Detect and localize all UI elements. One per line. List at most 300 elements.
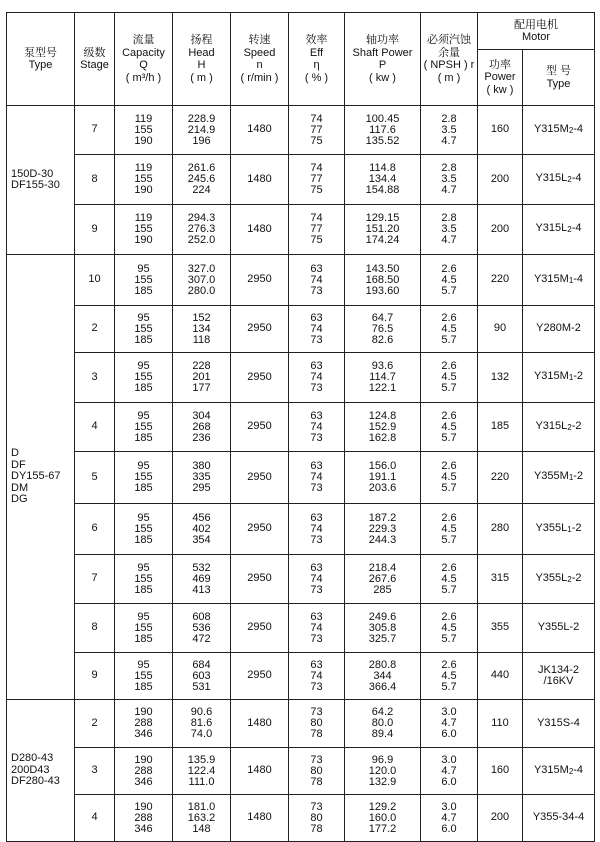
header-eff: 效率 Eff η ( % ) [289, 13, 345, 106]
npsh-cell-value: 4.7 [441, 234, 457, 246]
capacity-cell-value: 155 [134, 522, 153, 535]
npsh-cell [421, 205, 478, 255]
eff-cell-value: 73 [310, 800, 323, 813]
npsh-cell-value: 4.5 [441, 371, 457, 383]
motor-type-sub: 1 [568, 473, 574, 483]
stage-cell: 9 [75, 653, 115, 700]
shaft-power-cell-value: 193.60 [365, 284, 400, 297]
capacity-cell-value: 155 [134, 173, 153, 185]
head-cell-value: 402 [192, 522, 211, 535]
motor-type-cell [523, 452, 595, 504]
head-cell-value: 177 [192, 382, 211, 394]
npsh-cell-value: 3.0 [441, 800, 457, 813]
npsh-cell-value: 4.7 [441, 134, 457, 147]
table-row [7, 452, 595, 504]
motor-type-main: Y315M [533, 763, 569, 776]
speed-cell: 1480 [231, 795, 289, 842]
capacity-cell [115, 106, 173, 155]
shaft-power-cell-value: 229.3 [368, 522, 397, 535]
eff-cell-value: 73 [310, 333, 323, 346]
head-cell-value: 307.0 [187, 273, 216, 286]
head-cell [173, 555, 231, 604]
stage-cell: 5 [75, 452, 115, 504]
eff-cell [289, 306, 345, 353]
motor-type-suffix: -4 [571, 172, 582, 185]
shaft-power-cell-value: 89.4 [371, 728, 394, 740]
motor-type-suffix: -2 [573, 470, 584, 483]
eff-cell-value: 63 [310, 610, 323, 623]
capacity-cell-value: 185 [134, 583, 153, 596]
motor-type-cell [523, 155, 595, 205]
capacity-cell-value: 155 [134, 572, 153, 585]
head-cell-value: 148 [192, 822, 211, 835]
head-cell-value: 304 [192, 409, 211, 422]
capacity-cell [115, 555, 173, 604]
shaft-power-cell-value: 249.6 [368, 610, 397, 623]
shaft-power-cell-value: 129.15 [365, 212, 400, 224]
shaft-power-cell [345, 306, 421, 353]
shaft-power-cell-value: 134.4 [368, 173, 397, 185]
motor-power-cell: 110 [478, 700, 523, 748]
speed-cell: 1480 [231, 205, 289, 255]
motor-type-main: Y355L-2 [537, 621, 580, 634]
stage-cell: 10 [75, 255, 115, 306]
capacity-cell-value: 288 [134, 764, 153, 777]
motor-power-cell: 200 [478, 205, 523, 255]
eff-cell-value: 73 [310, 680, 323, 693]
head-cell [173, 255, 231, 306]
npsh-cell [421, 255, 478, 306]
eff-cell [289, 653, 345, 700]
head-cell-value: 122.4 [187, 764, 216, 777]
eff-cell-value: 63 [310, 311, 323, 324]
npsh-cell-value: 5.7 [441, 284, 457, 297]
capacity-cell [115, 653, 173, 700]
head-cell-value: 603 [192, 669, 211, 682]
head-cell [173, 795, 231, 842]
motor-type-cell [523, 255, 595, 306]
eff-cell-value: 74 [310, 420, 323, 433]
eff-cell-value: 63 [310, 561, 323, 574]
motor-type-cell [523, 700, 595, 748]
capacity-cell-value: 288 [134, 717, 153, 729]
eff-cell-value: 73 [310, 431, 323, 444]
shaft-power-cell-value: 267.6 [368, 572, 397, 585]
pump-type-label: DF280-43 [11, 775, 60, 788]
motor-power-cell: 200 [478, 795, 523, 842]
table-row [7, 155, 595, 205]
shaft-power-cell-value: 285 [373, 583, 392, 596]
npsh-cell-value: 5.7 [441, 632, 457, 645]
motor-power-cell: 160 [478, 748, 523, 795]
eff-cell-value: 74 [310, 471, 323, 483]
table-row [7, 353, 595, 403]
capacity-cell-value: 185 [134, 382, 153, 394]
capacity-cell-value: 185 [134, 284, 153, 297]
eff-cell-value: 78 [310, 728, 323, 740]
header-head: 扬程 Head H ( m ) [173, 13, 231, 106]
capacity-cell-value: 190 [134, 234, 153, 246]
capacity-cell-value: 155 [134, 669, 153, 682]
shaft-power-cell [345, 106, 421, 155]
eff-cell-value: 75 [310, 134, 323, 147]
pump-type-label: D [11, 447, 19, 460]
motor-type-cell [523, 106, 595, 155]
head-cell-value: 268 [192, 420, 211, 433]
head-cell-value: 245.6 [187, 173, 216, 185]
shaft-power-cell [345, 452, 421, 504]
table-row [7, 748, 595, 795]
head-cell [173, 700, 231, 748]
eff-cell-value: 74 [310, 572, 323, 585]
shaft-power-cell-value: 305.8 [368, 621, 397, 634]
eff-cell [289, 403, 345, 452]
capacity-cell-value: 155 [134, 273, 153, 286]
header-capacity: 流量 Capacity Q ( m³/h ) [115, 13, 173, 106]
npsh-cell-value: 3.5 [441, 223, 457, 235]
shaft-power-cell-value: 151.20 [365, 223, 400, 235]
eff-cell-value: 63 [310, 360, 323, 372]
npsh-cell-value: 6.0 [441, 728, 457, 740]
shaft-power-cell-value: 82.6 [371, 333, 394, 346]
eff-cell [289, 106, 345, 155]
shaft-power-cell-value: 344 [373, 669, 392, 682]
shaft-power-cell-value: 117.6 [369, 123, 396, 136]
npsh-cell-value: 2.6 [441, 311, 457, 324]
npsh-cell-value: 2.8 [441, 212, 457, 224]
npsh-cell-value: 4.7 [441, 184, 457, 196]
capacity-cell [115, 452, 173, 504]
shaft-power-cell-value: 160.0 [368, 811, 397, 824]
eff-cell-value: 77 [310, 223, 323, 235]
head-cell-value: 111.0 [188, 775, 215, 788]
pump-type-label: D280-43 [11, 752, 54, 765]
eff-cell-value: 63 [310, 460, 323, 472]
capacity-cell [115, 604, 173, 653]
head-cell-value: 295 [192, 482, 211, 494]
eff-cell-value: 74 [310, 273, 323, 286]
motor-type-suffix: -4 [573, 122, 584, 135]
head-cell-value: 252.0 [187, 234, 216, 246]
head-cell-value: 327.0 [187, 262, 216, 275]
capacity-cell-value: 190 [134, 134, 153, 147]
shaft-power-cell-value: 96.9 [371, 753, 394, 766]
capacity-cell-value: 190 [134, 706, 153, 718]
speed-cell: 2950 [231, 353, 289, 403]
speed-cell: 1480 [231, 748, 289, 795]
pump-type-label: DY155-67 [11, 470, 61, 483]
npsh-cell-value: 4.5 [441, 522, 457, 535]
motor-type-cell [523, 748, 595, 795]
shaft-power-cell-value: 325.7 [368, 632, 397, 645]
npsh-cell [421, 306, 478, 353]
motor-type-main: Y280M-2 [536, 322, 581, 335]
head-cell-value: 236 [192, 431, 211, 444]
npsh-cell-value: 5.7 [441, 431, 457, 444]
shaft-power-cell-value: 80.0 [371, 717, 394, 729]
eff-cell [289, 795, 345, 842]
head-cell-value: 181.0 [187, 800, 216, 813]
npsh-cell-value: 3.0 [441, 706, 457, 718]
head-cell [173, 604, 231, 653]
motor-type-cell [523, 504, 595, 555]
motor-power-cell: 355 [478, 604, 523, 653]
npsh-cell [421, 653, 478, 700]
eff-cell-value: 73 [310, 632, 323, 645]
capacity-cell-value: 119 [134, 212, 153, 224]
table-row [7, 403, 595, 452]
head-cell-value: 684 [192, 658, 211, 671]
eff-cell-value: 74 [310, 522, 323, 535]
header-stage: 级数 Stage [75, 13, 115, 106]
head-cell-value: 152 [192, 311, 211, 324]
shaft-power-cell [345, 795, 421, 842]
shaft-power-cell-value: 191.1 [368, 471, 397, 483]
eff-cell [289, 555, 345, 604]
npsh-cell-value: 3.5 [441, 173, 457, 185]
head-cell [173, 155, 231, 205]
npsh-cell-value: 3.5 [441, 123, 457, 136]
npsh-cell [421, 555, 478, 604]
motor-power-cell: 280 [478, 504, 523, 555]
eff-cell-value: 74 [310, 112, 323, 125]
capacity-cell [115, 748, 173, 795]
capacity-cell-value: 155 [134, 621, 153, 634]
eff-cell-value: 74 [310, 212, 323, 224]
capacity-cell [115, 403, 173, 452]
header-npsh: 必须汽蚀 余量 ( NPSH ) r ( m ) [421, 13, 478, 106]
speed-cell: 2950 [231, 555, 289, 604]
capacity-cell-value: 190 [134, 184, 153, 196]
eff-cell-value: 80 [310, 717, 323, 729]
eff-cell [289, 353, 345, 403]
head-cell-value: 469 [192, 572, 211, 585]
motor-type-cell [523, 205, 595, 255]
capacity-cell-value: 190 [134, 800, 153, 813]
npsh-cell [421, 452, 478, 504]
motor-type-suffix: -2 [571, 419, 582, 432]
npsh-cell-value: 5.7 [441, 482, 457, 494]
head-cell-value: 280.0 [187, 284, 216, 297]
npsh-cell [421, 353, 478, 403]
head-cell-value: 81.6 [190, 717, 213, 729]
npsh-cell [421, 504, 478, 555]
motor-type-cell [523, 306, 595, 353]
npsh-cell-value: 2.6 [441, 409, 457, 422]
header-motor: 配用电机 Motor [478, 13, 595, 50]
npsh-cell-value: 2.6 [441, 658, 457, 671]
capacity-cell-value: 155 [134, 322, 153, 335]
pump-type-label: 150D-30 [11, 167, 54, 180]
table-row [7, 555, 595, 604]
shaft-power-cell-value: 120.0 [368, 764, 397, 777]
eff-cell-value: 73 [310, 533, 323, 546]
motor-type-suffix: -4 [571, 222, 582, 235]
shaft-power-cell [345, 504, 421, 555]
eff-cell-value: 73 [310, 753, 323, 766]
npsh-cell-value: 4.5 [441, 273, 457, 286]
motor-type-main: Y315S-4 [537, 716, 580, 729]
capacity-cell-value: 185 [134, 533, 153, 546]
npsh-cell-value: 5.7 [441, 382, 457, 394]
npsh-cell-value: 4.7 [441, 717, 457, 729]
capacity-cell-value: 95 [137, 409, 150, 422]
npsh-cell-value: 4.5 [441, 471, 457, 483]
capacity-cell [115, 255, 173, 306]
npsh-cell-value: 2.6 [441, 262, 457, 275]
npsh-cell-value: 3.0 [441, 753, 457, 766]
npsh-cell-value: 6.0 [441, 775, 457, 788]
table-row [7, 306, 595, 353]
head-cell [173, 653, 231, 700]
eff-cell-value: 74 [310, 162, 323, 174]
npsh-cell-value: 4.5 [441, 572, 457, 585]
head-cell-value: 276.3 [187, 223, 216, 235]
speed-cell: 2950 [231, 403, 289, 452]
capacity-cell-value: 95 [137, 511, 150, 524]
motor-power-cell: 185 [478, 403, 523, 452]
motor-type-sub: 2 [567, 422, 572, 432]
shaft-power-cell [345, 353, 421, 403]
npsh-cell-value: 2.8 [441, 162, 457, 174]
head-cell-value: 224 [192, 184, 211, 196]
motor-type-suffix: -2 [571, 521, 582, 534]
motor-type-main: Y315L [535, 419, 568, 432]
head-cell [173, 353, 231, 403]
motor-type-sub: 2 [567, 574, 572, 584]
header-motor-type: 型 号 Type [523, 50, 595, 106]
speed-cell: 1480 [231, 155, 289, 205]
head-cell-value: 531 [192, 680, 211, 693]
npsh-cell [421, 403, 478, 452]
capacity-cell-value: 185 [134, 632, 153, 645]
shaft-power-cell-value: 152.9 [368, 420, 397, 433]
header-shaft-power: 轴功率 Shaft Power P ( kw ) [345, 13, 421, 106]
eff-cell [289, 255, 345, 306]
head-cell-value: 196 [192, 134, 211, 147]
capacity-cell-value: 95 [137, 262, 150, 275]
head-cell [173, 748, 231, 795]
head-cell-value: 608 [192, 610, 211, 623]
npsh-cell [421, 106, 478, 155]
npsh-cell-value: 4.5 [441, 420, 457, 433]
eff-cell-value: 80 [310, 764, 323, 777]
motor-type-cell [523, 795, 595, 842]
pump-type-cell [7, 255, 75, 700]
capacity-cell-value: 155 [134, 420, 153, 433]
speed-cell: 2950 [231, 306, 289, 353]
eff-cell [289, 155, 345, 205]
stage-cell: 3 [75, 353, 115, 403]
eff-cell-value: 77 [310, 123, 323, 136]
shaft-power-cell [345, 403, 421, 452]
capacity-cell-value: 155 [134, 223, 153, 235]
head-cell-value: 536 [192, 621, 211, 634]
capacity-cell-value: 95 [137, 561, 150, 574]
motor-power-cell: 90 [478, 306, 523, 353]
motor-type-main: Y355-34-4 [532, 811, 585, 824]
eff-cell-value: 75 [310, 234, 323, 246]
capacity-cell-value: 185 [134, 333, 153, 346]
eff-cell-value: 73 [310, 583, 323, 596]
npsh-cell [421, 748, 478, 795]
head-cell [173, 403, 231, 452]
capacity-cell-value: 288 [134, 811, 153, 824]
capacity-cell-value: 119 [134, 112, 153, 125]
motor-power-cell: 220 [478, 452, 523, 504]
head-cell-value: 135.9 [187, 753, 216, 766]
pump-type-label: 200D43 [11, 763, 50, 776]
eff-cell-value: 63 [310, 658, 323, 671]
head-cell-value: 354 [192, 533, 211, 546]
head-cell [173, 504, 231, 555]
head-cell [173, 205, 231, 255]
shaft-power-cell-value: 154.88 [365, 184, 400, 196]
eff-cell-value: 74 [310, 621, 323, 634]
eff-cell [289, 205, 345, 255]
head-cell-value: 294.3 [187, 212, 216, 224]
head-cell-value: 90.6 [190, 706, 213, 718]
motor-type-main: Y355L [535, 571, 568, 584]
speed-cell: 2950 [231, 452, 289, 504]
capacity-cell-value: 155 [134, 371, 153, 383]
capacity-cell-value: 95 [137, 610, 150, 623]
npsh-cell-value: 2.8 [441, 112, 457, 125]
motor-type-sub: 2 [567, 225, 572, 235]
pump-type-cell [7, 106, 75, 255]
npsh-cell-value: 5.7 [441, 333, 457, 346]
eff-cell-value: 73 [310, 482, 323, 494]
shaft-power-cell [345, 653, 421, 700]
capacity-cell-value: 185 [134, 680, 153, 693]
head-cell-value: 472 [192, 632, 211, 645]
shaft-power-cell-value: 143.50 [365, 262, 400, 275]
pump-type-label: DM [11, 481, 29, 494]
npsh-cell-value: 4.7 [441, 764, 457, 777]
shaft-power-cell-value: 114.7 [369, 371, 396, 383]
shaft-power-cell-value: 156.0 [368, 460, 397, 472]
shaft-power-cell [345, 205, 421, 255]
npsh-cell-value: 4.5 [441, 669, 457, 682]
motor-type-sub: 1 [568, 373, 574, 383]
eff-cell-value: 78 [310, 822, 323, 835]
eff-cell-value: 73 [310, 284, 323, 297]
npsh-cell-value: 5.7 [441, 583, 457, 596]
motor-type-main: Y315M [533, 272, 569, 285]
shaft-power-cell-value: 129.2 [368, 800, 397, 813]
shaft-power-cell-value: 64.2 [371, 706, 394, 718]
motor-type-main: JK134-2 [538, 663, 579, 676]
shaft-power-cell-value: 124.8 [368, 409, 397, 422]
header-type: 泵型号 Type [7, 13, 75, 106]
table-row [7, 604, 595, 653]
head-cell [173, 106, 231, 155]
stage-cell: 2 [75, 306, 115, 353]
motor-type-main: Y315L [535, 172, 568, 185]
shaft-power-cell-value: 64.7 [371, 311, 394, 324]
motor-type-main: Y355M [533, 470, 569, 483]
motor-power-cell: 160 [478, 106, 523, 155]
head-cell-value: 134 [192, 322, 211, 335]
head-cell-value: 118 [192, 333, 211, 346]
capacity-cell-value: 95 [137, 311, 150, 324]
head-cell-value: 335 [192, 471, 211, 483]
capacity-cell-value: 155 [134, 123, 153, 136]
capacity-cell-value: 346 [134, 728, 153, 740]
motor-type-main: Y315M [533, 122, 569, 135]
motor-type-main: Y355L [535, 521, 568, 534]
table-row [7, 106, 595, 155]
